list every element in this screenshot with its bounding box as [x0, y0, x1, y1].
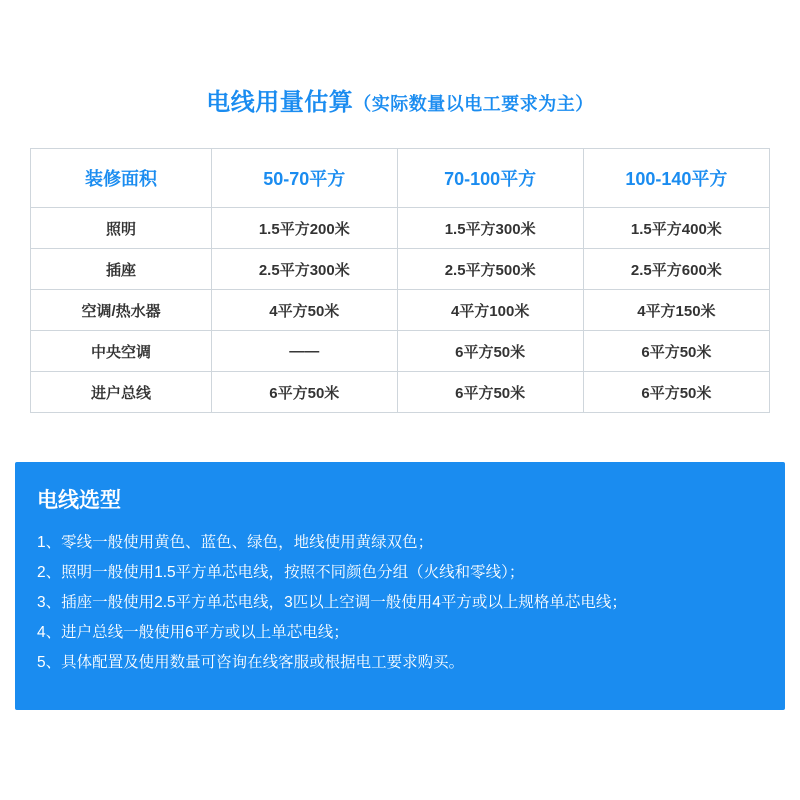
table-cell: 1.5平方300米	[397, 208, 583, 249]
table-cell: ——	[212, 331, 397, 372]
table-cell: 6平方50米	[583, 372, 769, 413]
wire-selection-panel	[15, 462, 785, 710]
page-title	[0, 0, 800, 117]
table-row	[31, 208, 770, 249]
table-header-cell: 50-70平方	[212, 149, 397, 208]
list-item: 3、插座一般使用2.5平方单芯电线，3匹以上空调一般使用4平方或以上规格单芯电线；	[37, 594, 627, 611]
estimate-table	[30, 148, 770, 413]
table-cell: 照明	[31, 208, 212, 249]
table-cell: 2.5平方300米	[212, 249, 397, 290]
table-cell: 1.5平方200米	[212, 208, 397, 249]
panel-list	[37, 528, 785, 678]
list-item: 2、照明一般使用1.5平方单芯电线，按照不同颜色分组（火线和零线）；	[37, 564, 525, 581]
table-header-cell: 70-100平方	[397, 149, 583, 208]
table-cell: 中央空调	[31, 331, 212, 372]
table-cell: 6平方50米	[397, 331, 583, 372]
table-cell: 6平方50米	[212, 372, 397, 413]
page-title-sub: （实际数量以电工要求为主）	[353, 94, 594, 114]
table-row	[31, 331, 770, 372]
page-title-main: 电线用量估算	[206, 89, 354, 116]
table-cell: 6平方50米	[397, 372, 583, 413]
panel-title: 电线选型	[37, 489, 121, 512]
table-cell: 2.5平方600米	[583, 249, 769, 290]
table-header-row	[31, 149, 770, 208]
table-cell: 进户总线	[31, 372, 212, 413]
table-row	[31, 372, 770, 413]
table-cell: 4平方50米	[212, 290, 397, 331]
list-item: 5、具体配置及使用数量可咨询在线客服或根据电工要求购买。	[37, 654, 465, 671]
list-item: 1、零线一般使用黄色、蓝色、绿色，地线使用黄绿双色；	[37, 534, 434, 551]
table-cell: 4平方150米	[583, 290, 769, 331]
table-header-cell: 装修面积	[31, 149, 212, 208]
table-row	[31, 249, 770, 290]
table-cell: 2.5平方500米	[397, 249, 583, 290]
table-header-cell: 100-140平方	[583, 149, 769, 208]
table-cell: 1.5平方400米	[583, 208, 769, 249]
table-cell: 4平方100米	[397, 290, 583, 331]
table-cell: 空调/热水器	[31, 290, 212, 331]
table-row	[31, 290, 770, 331]
table-cell: 插座	[31, 249, 212, 290]
estimate-table-wrapper	[30, 148, 770, 413]
table-cell: 6平方50米	[583, 331, 769, 372]
list-item: 4、进户总线一般使用6平方或以上单芯电线；	[37, 624, 349, 641]
